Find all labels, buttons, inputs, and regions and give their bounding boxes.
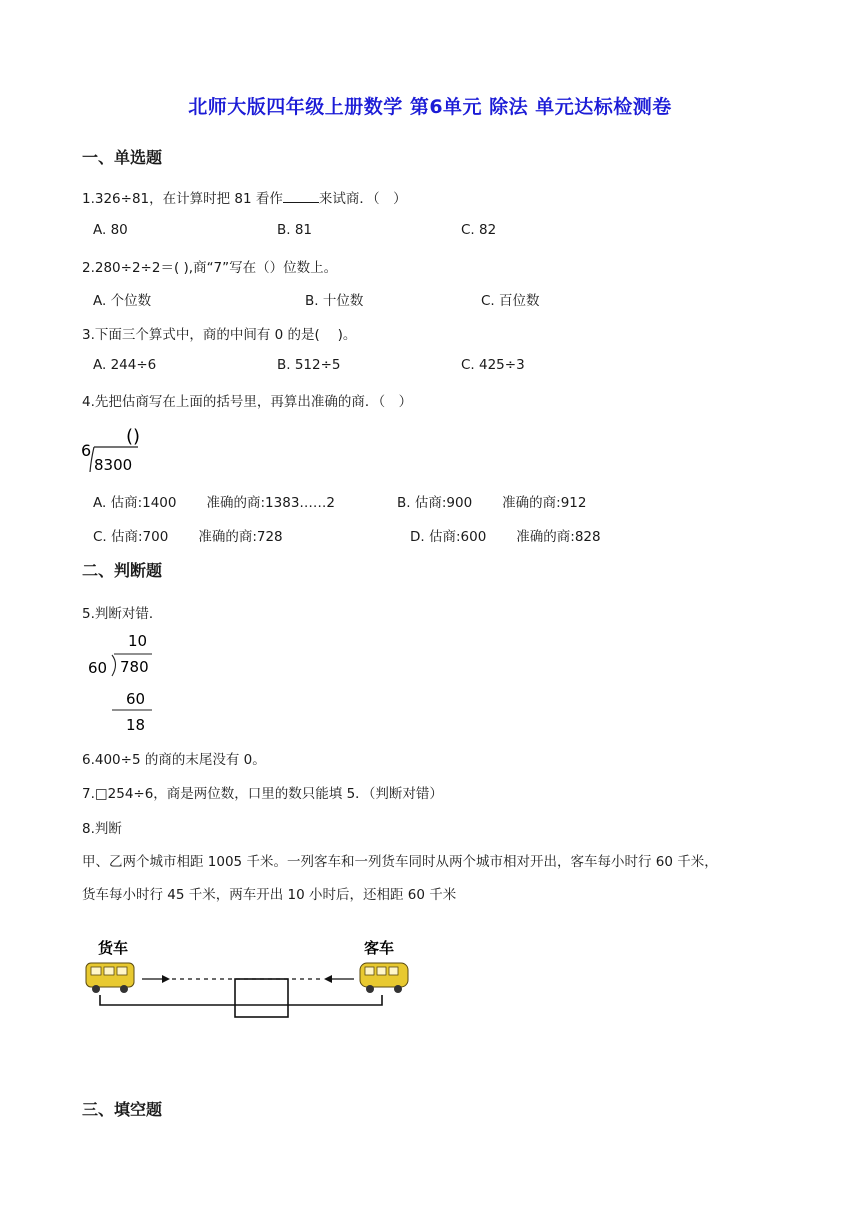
q4-option-c-exact: 准确的商:728 <box>198 529 283 545</box>
freight-direction-arrow-icon <box>142 975 170 983</box>
q5-product: 60 <box>126 690 146 708</box>
q3-option-a[interactable]: A. 244÷6 <box>93 357 157 373</box>
passenger-direction-arrow-icon <box>324 975 354 983</box>
q4-option-d-exact: 准确的商:828 <box>516 529 601 545</box>
section-heading-single-choice: 一、单选题 <box>82 148 163 167</box>
q4-option-d-estimate: D. 估商:600 <box>410 529 487 545</box>
q3-option-c[interactable]: C. 425÷3 <box>461 357 525 373</box>
q4-option-b-exact: 准确的商:912 <box>502 495 587 511</box>
question-1-stem-a: 1.326÷81，在计算时把 81 看作 <box>82 191 283 207</box>
q4-dividend: 8300 <box>94 456 133 474</box>
passenger-vehicle-icon <box>360 963 408 993</box>
question-6: 6.400÷5 的商的末尾没有 0。 <box>82 752 266 768</box>
answer-blank <box>283 190 319 203</box>
q4-option-c-estimate: C. 估商:700 <box>93 529 169 545</box>
q4-division-figure <box>80 422 150 477</box>
q5-division-figure <box>86 628 166 736</box>
question-1-stem-b: 来试商．（ ） <box>318 191 407 207</box>
q4-option-b[interactable] <box>397 491 587 511</box>
passenger-train-label: 客车 <box>364 939 395 957</box>
q3-option-b[interactable]: B. 512÷5 <box>277 357 341 373</box>
question-7: 7.□254÷6，商是两位数，口里的数只能填 5．（判断对错） <box>82 786 443 802</box>
q5-remainder: 18 <box>126 716 146 734</box>
question-8: 8.判断 <box>82 821 122 837</box>
q4-option-c[interactable] <box>93 525 283 545</box>
q1-option-c[interactable]: C. 82 <box>461 222 497 238</box>
page-title: 北师大版四年级上册数学 第6单元 除法 单元达标检测卷 <box>188 96 672 118</box>
q4-option-a[interactable] <box>93 491 335 511</box>
freight-vehicle-icon <box>86 963 134 993</box>
q1-option-a[interactable]: A. 80 <box>93 222 128 238</box>
q4-option-a-estimate: A. 估商:1400 <box>93 495 177 511</box>
question-5: 5.判断对错． <box>82 606 163 622</box>
q1-option-b[interactable]: B. 81 <box>277 222 313 238</box>
section-heading-fill-in: 三、填空题 <box>82 1100 163 1119</box>
q5-quotient: 10 <box>128 632 148 650</box>
freight-train-label: 货车 <box>98 939 129 957</box>
q5-divisor: 60 <box>88 659 108 677</box>
question-1 <box>82 187 407 207</box>
q4-option-b-estimate: B. 估商:900 <box>397 495 473 511</box>
q4-divisor: 6 <box>81 441 92 460</box>
question-8-text-line-1: 甲、乙两个城市相距 1005 千米。一列客车和一列货车同时从两个城市相对开出，客车每小时行 60 千米， <box>82 854 718 870</box>
q4-option-a-exact: 准确的商:1383……2 <box>206 495 335 511</box>
q4-option-d[interactable] <box>410 525 601 545</box>
q5-dividend: 780 <box>120 658 149 676</box>
question-8-text-line-2: 货车每小时行 45 千米，两车开出 10 小时后，还相距 60 千米 <box>82 887 457 903</box>
q4-quotient-brackets: () <box>126 426 141 447</box>
q2-option-c[interactable]: C. 百位数 <box>481 293 540 309</box>
question-2: 2.280÷2÷2＝( ),商“7”写在（）位数上。 <box>82 260 338 276</box>
question-3: 3.下面三个算式中，商的中间有 0 的是( )。 <box>82 327 357 343</box>
distance-bracket <box>100 995 382 1005</box>
q8-trains-figure <box>82 933 422 1025</box>
q2-option-b[interactable]: B. 十位数 <box>305 293 364 309</box>
q2-option-a[interactable]: A. 个位数 <box>93 293 152 309</box>
remaining-distance-box <box>235 979 288 1017</box>
question-4: 4.先把估商写在上面的括号里，再算出准确的商．（ ） <box>82 394 413 410</box>
section-heading-true-false: 二、判断题 <box>82 561 163 580</box>
